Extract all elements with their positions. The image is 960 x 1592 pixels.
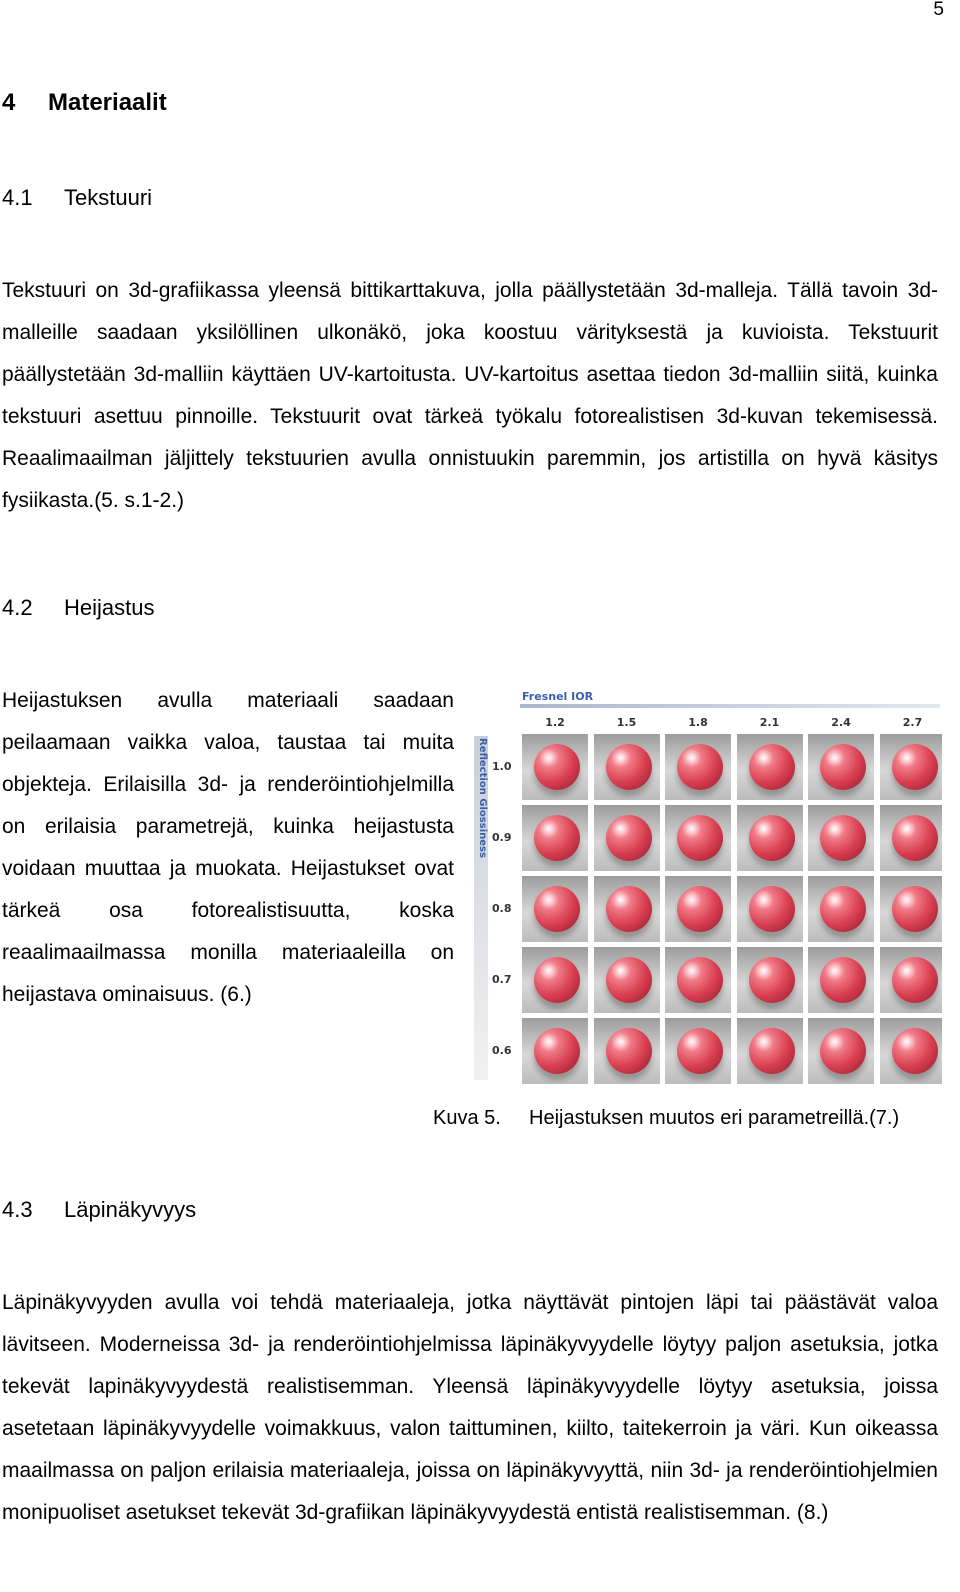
glossiness-label: 1.0 [492,760,512,773]
glossiness-label: 0.6 [492,1044,512,1057]
figure-top-title: Fresnel IOR [522,690,594,703]
sphere-render [594,876,660,942]
sphere-render [808,734,874,800]
sphere-render [880,947,943,1013]
sphere-render [522,734,588,800]
sphere-render [808,947,874,1013]
section-title: Läpinäkyvyys [64,1197,197,1222]
glossiness-label: 0.7 [492,973,512,986]
caption-text: Heijastuksen muutos eri parametreillä.(7.) [529,1107,900,1129]
sphere-render [594,1018,660,1084]
sphere-render [737,947,803,1013]
ior-label: 1.2 [545,716,565,729]
sphere-render [880,734,943,800]
sphere-render [808,876,874,942]
paragraph-tekstuuri: Tekstuuri on 3d-grafiikassa yleensä bittikarttakuva, jolla päällystetään 3d-malleja. Tällä tavoin 3d-malleille saadaan yksilöllinen ulkonäkö, joka koostuu värityksestä ja kuvioista. Tekstuurit päällystetään 3d-malliin käyttäen UV-kartoitusta. UV-kartoitus asettaa tiedon 3d-malliin siitä, kuinka tekstuuri asettuu pinnoille. Tekstuurit ovat tärkeä työkalu fotorealistisen 3d-kuvan tekemisessä. Reaalimaailman jäljittely tekstuurien avulla onnistuukin paremmin, jos artistilla on hyvä käsitys fysiikasta.(5. s.1-2.) [2,279,938,512]
chapter-heading [2,88,167,118]
figure-side-title: Reflection Glossiness [477,738,488,858]
sphere-render [737,734,803,800]
sphere-render [880,1018,943,1084]
chapter-title: Materiaalit [48,89,167,116]
sphere-render [880,876,943,942]
sphere-render [665,1018,731,1084]
reflection-parameter-figure [474,688,942,1084]
paragraph-lapinakyvyys: Läpinäkyvyyden avulla voi tehdä materiaaleja, jotka näyttävät pintojen läpi tai päästävät valoa lävitseen. Moderneissa 3d- ja renderöintiohjelmissa läpinäkyvyydelle löytyy paljon asetuksia, jotka tekevät lapinäkyvyydestä realistisemman. Yleensä läpinäkyvyydelle löytyy asetuksia, joissa asetetaan läpinäkyvyydelle voimakkuus, valon taittuminen, kiilto, taitekerroin ja väri. Kun oikeassa maailmassa on paljon erilaisia materiaaleja, joissa on läpinäkyvyyttä, niin 3d- ja renderöintiohjelmien monipuoliset asetukset tekevät 3d-grafiikan läpinäkyvyydestä entistä realistisemman. (8.) [2,1291,938,1524]
sphere-render [665,805,731,871]
section-heading-lapinakyvyys [2,1196,196,1224]
sphere-render [808,1018,874,1084]
glossiness-label: 0.9 [492,831,512,844]
figure-caption [433,1104,899,1132]
sphere-render [594,947,660,1013]
section-title: Heijastus [64,595,155,620]
sphere-render [737,1018,803,1084]
sphere-render [665,947,731,1013]
figure-top-bar [520,704,940,708]
ior-label: 2.1 [759,716,780,729]
section-number: 4.1 [2,185,33,210]
sphere-render [737,876,803,942]
caption-label: Kuva 5. [433,1107,501,1129]
sphere-render [665,734,731,800]
sphere-render [808,805,874,871]
paragraph-heijastus: Heijastuksen avulla materiaali saadaan peilaamaan vaikka valoa, taustaa tai muita objekteja. Erilaisilla 3d- ja renderöintiohjelmilla on erilaisia parametrejä, kuinka heijastusta voidaan muuttaa ja muokata. Heijastukset ovat tärkeä osa fotorealistisuutta, koska reaalimaailmassa monilla materiaaleilla on heijastava ominaisuus. (6.) [2,689,454,1006]
section-heading-tekstuuri [2,184,152,212]
ior-label: 2.7 [902,716,923,729]
sphere-render [522,947,588,1013]
section-number: 4.2 [2,595,33,620]
ior-label: 2.4 [831,716,851,729]
sphere-render [522,805,588,871]
ior-label: 1.5 [616,716,637,729]
sphere-render [665,876,731,942]
sphere-render [737,805,803,871]
sphere-render [522,1018,588,1084]
ior-label: 1.8 [688,716,708,729]
sphere-render [594,805,660,871]
glossiness-label: 0.8 [492,902,512,915]
sphere-render [522,876,588,942]
section-title: Tekstuuri [64,185,153,210]
sphere-render [880,805,943,871]
sphere-render [594,734,660,800]
section-number: 4.3 [2,1197,33,1222]
section-heading-heijastus [2,594,154,622]
page-number: 5 [933,0,944,20]
chapter-number: 4 [2,89,16,116]
